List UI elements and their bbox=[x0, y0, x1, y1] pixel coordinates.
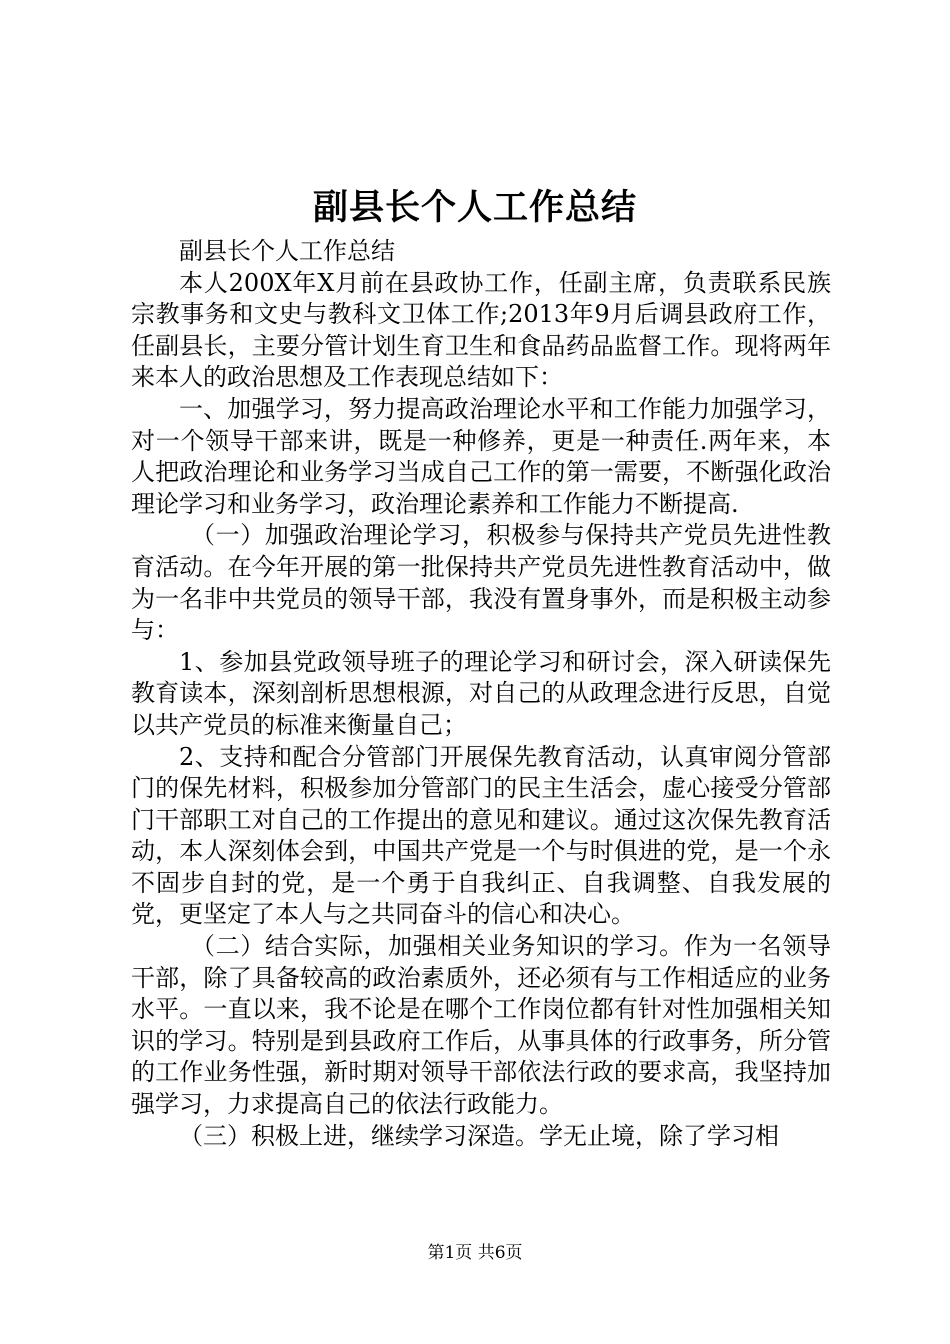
paragraph-subsection-1: （一）加强政治理论学习，积极参与保持共产党员先进性教育活动。在今年开展的第一批保持共产党员先进性教育活动中，做为一名非中共党员的领导干部，我没有置身事外，而是积极主动参与： bbox=[131, 521, 831, 645]
document-body bbox=[131, 236, 831, 1152]
document-title: 副县长个人工作总结 bbox=[312, 187, 637, 228]
paragraph-subtitle: 副县长个人工作总结 bbox=[179, 237, 395, 265]
paragraph-section-1: 一、加强学习，努力提高政治理论水平和工作能力加强学习，对一个领导干部来讲，既是一种修养，更是一种责任.两年来，本人把政治理论和业务学习当成自己工作的第一需要，不断强化政治理论学习和业务学习，政治理论素养和工作能力不断提高. bbox=[131, 394, 831, 518]
paragraph-item-1: 1、参加县党政领导班子的理论学习和研讨会，深入研读保先教育读本，深刻剖析思想根源，对自己的从政理念进行反思，自觉以共产党员的标准来衡量自己； bbox=[131, 647, 831, 739]
paragraph-item-2: 2、支持和配合分管部门开展保先教育活动，认真审阅分管部门的保先材料，积极参加分管部门的民主生活会，虚心接受分管部门干部职工对自己的工作提出的意见和建议。通过这次保先教育活动，本人深刻体会到，中国共产党是一个与时俱进的党，是一个永不固步自封的党，是一个勇于自我纠正、自我调整、自我发展的党，更坚定了本人与之共同奋斗的信心和决心。 bbox=[131, 742, 831, 929]
paragraph-intro: 本人200X年X月前在县政协工作，任副主席，负责联系民族宗教事务和文史与教科文卫体工作;2013年9月后调县政府工作，任副县长，主要分管计划生育卫生和食品药品监督工作。现将两年来本人的政治思想及工作表现总结如下： bbox=[131, 268, 831, 392]
paragraph-subsection-3: （三）积极上进，继续学习深造。学无止境，除了学习相 bbox=[179, 1121, 779, 1150]
page-footer: 第1页 共6页 bbox=[427, 1243, 523, 1263]
paragraph-subsection-2: （二）结合实际，加强相关业务知识的学习。作为一名领导干部，除了具备较高的政治素质外，还必须有与工作相适应的业务水平。一直以来，我不论是在哪个工作岗位都有针对性加强相关知识的学习。特别是到县政府工作后，从事具体的行政事务，所分管的工作业务性强，新时期对领导干部依法行政的要求高，我坚持加强学习，力求提高自己的依法行政能力。 bbox=[131, 932, 831, 1119]
